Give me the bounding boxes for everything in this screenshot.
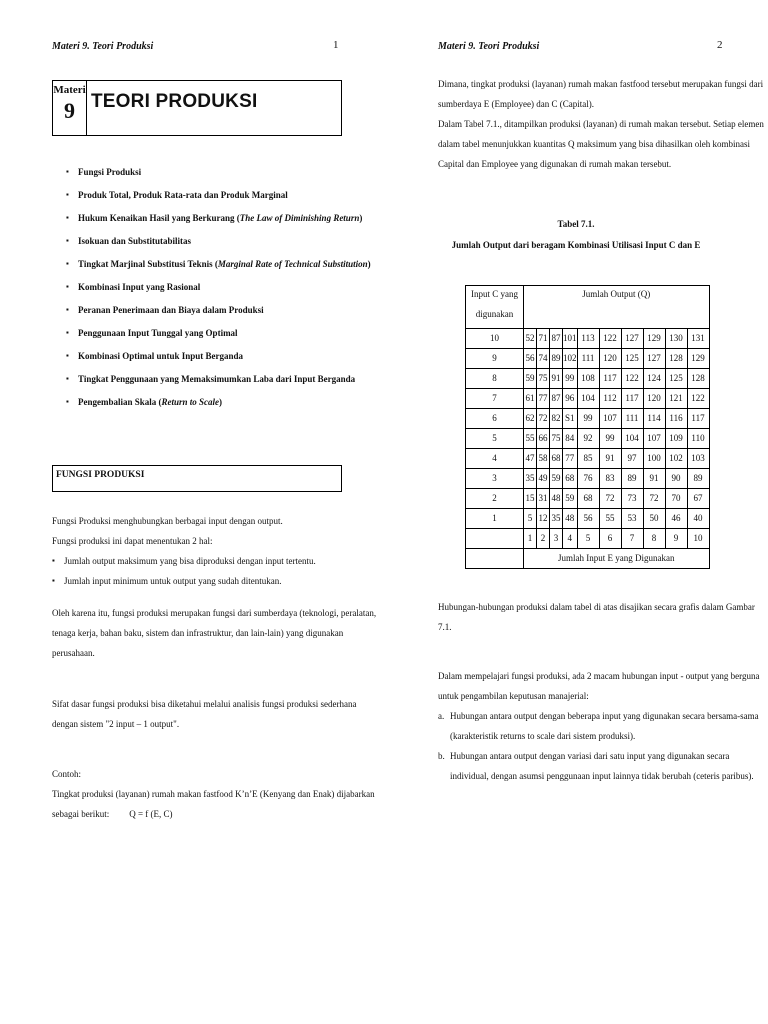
relations-paragraph — [438, 666, 760, 786]
q-cell: 91 — [643, 469, 665, 489]
q-cell: 40 — [687, 509, 709, 529]
q-cell: 48 — [563, 509, 578, 529]
q-cell: 104 — [621, 429, 643, 449]
chapter-number-cell — [53, 81, 87, 136]
header-title: Materi 9. Teori Produksi — [438, 41, 540, 52]
text-line: Hubungan antara output dengan variasi dari satu input yang digunakan secara — [450, 751, 730, 761]
example-paragraph — [52, 764, 375, 824]
paragraph — [52, 603, 377, 663]
topic-item: ▪ Tingkat Penggunaan yang Memaksimumkan Laba dari Input Berganda — [66, 374, 356, 384]
q-cell: 87 — [550, 389, 563, 409]
q-cell: 59 — [563, 489, 578, 509]
q-cell: 35 — [550, 509, 563, 529]
bullet-item: ▪ Jumlah input minimum untuk output yang sudah ditentukan. — [52, 571, 342, 591]
page-number: 2 — [717, 39, 723, 51]
topic-item: ▪ Fungsi Produksi — [66, 167, 142, 177]
q-cell: 47 — [524, 449, 537, 469]
bullet-icon: ▪ — [52, 576, 55, 585]
bullet-icon: ▪ — [66, 282, 69, 291]
q-cell: 56 — [524, 349, 537, 369]
intro-paragraph — [438, 74, 764, 174]
input-e-footer: Jumlah Input E yang Digunakan — [524, 549, 710, 569]
q-cell: 127 — [643, 349, 665, 369]
text-line: individual, dengan asumsi penggunaan input lainnya tidak berubah (ceteris paribus). — [450, 771, 754, 781]
bullet-icon: ▪ — [52, 556, 55, 565]
q-cell: 111 — [621, 409, 643, 429]
q-cell: 102 — [665, 449, 687, 469]
topic-list — [66, 166, 371, 419]
empty-cell — [466, 529, 524, 549]
q-cell: 68 — [577, 489, 599, 509]
table-row — [466, 349, 710, 369]
q-cell: 31 — [537, 489, 550, 509]
q-cell: 101 — [563, 329, 578, 349]
text-line: Dalam Tabel 7.1., ditampilkan produksi (layanan) di rumah makan tersebut. Setiap elemen — [438, 119, 764, 129]
text-line: Sifat dasar fungsi produksi bisa diketahui melalui analisis fungsi produksi sederhana — [52, 699, 357, 709]
q-cell: 75 — [537, 369, 550, 389]
q-cell: 117 — [687, 409, 709, 429]
text-line: Capital dan Employee yang digunakan di rumah makan tersebut. — [438, 159, 672, 169]
c-value: 7 — [466, 389, 524, 409]
table-row — [466, 329, 710, 349]
table-row — [466, 509, 710, 529]
q-cell: 77 — [537, 389, 550, 409]
q-cell: 96 — [563, 389, 578, 409]
q-cell: 110 — [687, 429, 709, 449]
bullet-icon: ▪ — [66, 305, 69, 314]
e-value: 10 — [687, 529, 709, 549]
topic-item: ▪ Produk Total, Produk Rata-rata dan Produk Marginal — [66, 190, 288, 200]
table-row — [466, 409, 710, 429]
q-cell: 49 — [537, 469, 550, 489]
e-values-row — [466, 529, 710, 549]
q-cell: 74 — [537, 349, 550, 369]
topic-item: ▪ Tingkat Marjinal Substitusi Teknis (Marginal Rate of Technical Substitution) — [66, 259, 371, 269]
q-cell: 90 — [665, 469, 687, 489]
q-cell: 72 — [643, 489, 665, 509]
q-cell: 91 — [599, 449, 621, 469]
table-footer-row — [466, 549, 710, 569]
q-cell: 117 — [599, 369, 621, 389]
q-cell: 91 — [550, 369, 563, 389]
q-cell: 129 — [687, 349, 709, 369]
q-cell: 125 — [665, 369, 687, 389]
q-cell: 103 — [687, 449, 709, 469]
topic-item: ▪ Isokuan dan Substitutabilitas — [66, 236, 192, 246]
c-value: 2 — [466, 489, 524, 509]
text-line: (karakteristik returns to scale dari sistem produksi). — [450, 731, 636, 741]
topic-item: ▪ Peranan Penerimaan dan Biaya dalam Produksi — [66, 305, 264, 315]
q-cell: 125 — [621, 349, 643, 369]
text-line: sebagai berikut: Q = f (E, C) — [52, 809, 173, 819]
q-cell: 97 — [621, 449, 643, 469]
q-cell: 129 — [643, 329, 665, 349]
q-cell: 104 — [577, 389, 599, 409]
q-cell: 59 — [550, 469, 563, 489]
q-cell: 61 — [524, 389, 537, 409]
chapter-word: Materi — [53, 84, 86, 96]
table-subcaption: Jumlah Output dari beragam Kombinasi Utilisasi Input C dan E — [451, 240, 701, 250]
q-cell: 109 — [665, 429, 687, 449]
q-cell: 68 — [563, 469, 578, 489]
q-cell: 128 — [665, 349, 687, 369]
table-row — [466, 389, 710, 409]
e-value: 2 — [537, 529, 550, 549]
text-line: Dimana, tingkat produksi (layanan) rumah makan fastfood tersebut merupakan fungsi dari — [438, 79, 764, 89]
c-value: 3 — [466, 469, 524, 489]
q-cell: 46 — [665, 509, 687, 529]
list-marker: a. — [438, 711, 445, 721]
q-cell: 102 — [563, 349, 578, 369]
table-caption: Tabel 7.1. — [557, 219, 595, 229]
text-line: perusahaan. — [52, 648, 95, 658]
text-line: Hubungan-hubungan produksi dalam tabel di atas disajikan secara grafis dalam Gambar — [438, 602, 755, 612]
e-value: 4 — [563, 529, 578, 549]
paragraph — [52, 694, 357, 734]
text-line: Dalam mempelajari fungsi produksi, ada 2 macam hubungan input - output yang berguna — [438, 671, 760, 681]
bullet-icon: ▪ — [66, 351, 69, 360]
q-cell: 131 — [687, 329, 709, 349]
q-cell: 85 — [577, 449, 599, 469]
chapter-number: 9 — [64, 98, 75, 123]
text-line: Fungsi produksi ini dapat menentukan 2 hal: — [52, 536, 213, 546]
output-header: Jumlah Output (Q) — [524, 286, 710, 329]
topic-item: ▪ Kombinasi Optimal untuk Input Berganda — [66, 351, 244, 361]
production-formula: Q = f (E, C) — [129, 809, 173, 819]
q-cell: S1 — [563, 409, 578, 429]
list-item-b — [438, 746, 754, 786]
q-cell: 116 — [665, 409, 687, 429]
bullet-icon: ▪ — [66, 167, 69, 176]
bullet-icon: ▪ — [66, 374, 69, 383]
q-cell: 122 — [621, 369, 643, 389]
section-heading: FUNGSI PRODUKSI — [52, 465, 342, 492]
bullet-icon: ▪ — [66, 213, 69, 222]
q-cell: 87 — [550, 329, 563, 349]
table-row — [466, 489, 710, 509]
q-cell: 108 — [577, 369, 599, 389]
e-value: 6 — [599, 529, 621, 549]
q-cell: 120 — [643, 389, 665, 409]
q-cell: 113 — [577, 329, 599, 349]
table-row — [466, 469, 710, 489]
q-cell: 130 — [665, 329, 687, 349]
header-title: Materi 9. Teori Produksi — [52, 41, 154, 52]
q-cell: 62 — [524, 409, 537, 429]
table-row — [466, 369, 710, 389]
e-value: 8 — [643, 529, 665, 549]
c-value: 4 — [466, 449, 524, 469]
example-label: Contoh: — [52, 769, 82, 779]
topic-item: ▪ Kombinasi Input yang Rasional — [66, 282, 201, 292]
c-value: 8 — [466, 369, 524, 389]
list-item-a — [438, 706, 759, 746]
empty-cell — [466, 549, 524, 569]
q-cell: 83 — [599, 469, 621, 489]
q-cell: 89 — [550, 349, 563, 369]
e-value: 9 — [665, 529, 687, 549]
bullet-icon: ▪ — [66, 190, 69, 199]
q-cell: 89 — [687, 469, 709, 489]
q-cell: 55 — [599, 509, 621, 529]
chapter-title-box — [52, 80, 342, 136]
q-cell: 72 — [599, 489, 621, 509]
intro-paragraph — [52, 511, 342, 591]
output-table — [465, 285, 710, 569]
q-cell: 124 — [643, 369, 665, 389]
q-cell: 12 — [537, 509, 550, 529]
table-row — [466, 429, 710, 449]
q-cell: 48 — [550, 489, 563, 509]
topic-item: ▪ Hukum Kenaikan Hasil yang Berkurang (The Law of Diminishing Return) — [66, 213, 363, 223]
q-cell: 75 — [550, 429, 563, 449]
q-cell: 5 — [524, 509, 537, 529]
q-cell: 127 — [621, 329, 643, 349]
bullet-icon: ▪ — [66, 328, 69, 337]
text-line: 7.1. — [438, 622, 452, 632]
input-c-header: Input C yang digunakan — [466, 286, 524, 329]
bullet-icon: ▪ — [66, 259, 69, 268]
text-line: Hubungan antara output dengan beberapa input yang digunakan secara bersama-sama — [450, 711, 759, 721]
c-value: 6 — [466, 409, 524, 429]
q-cell: 72 — [537, 409, 550, 429]
q-cell: 76 — [577, 469, 599, 489]
q-cell: 15 — [524, 489, 537, 509]
q-cell: 84 — [563, 429, 578, 449]
c-value: 1 — [466, 509, 524, 529]
q-cell: 50 — [643, 509, 665, 529]
q-cell: 68 — [550, 449, 563, 469]
bullet-icon: ▪ — [66, 397, 69, 406]
text-line: tenaga kerja, bahan baku, sistem dan infrastruktur, dan lain-lain) yang digunakan — [52, 628, 344, 638]
text-line: Tingkat produksi (layanan) rumah makan fastfood K’n’E (Kenyang dan Enak) dijabarkan — [52, 789, 375, 799]
q-cell: 117 — [621, 389, 643, 409]
q-cell: 56 — [577, 509, 599, 529]
q-cell: 59 — [524, 369, 537, 389]
q-cell: 120 — [599, 349, 621, 369]
text-line: Oleh karena itu, fungsi produksi merupakan fungsi dari sumberdaya (teknologi, peralatan, — [52, 608, 377, 618]
e-value: 1 — [524, 529, 537, 549]
q-cell: 53 — [621, 509, 643, 529]
q-cell: 70 — [665, 489, 687, 509]
table-row — [466, 449, 710, 469]
q-cell: 89 — [621, 469, 643, 489]
q-cell: 58 — [537, 449, 550, 469]
paragraph — [438, 597, 755, 637]
q-cell: 121 — [665, 389, 687, 409]
text-line: sumberdaya E (Employee) dan C (Capital). — [438, 99, 594, 109]
q-cell: 114 — [643, 409, 665, 429]
table-header-row — [466, 286, 710, 329]
chapter-title: TEORI PRODUKSI — [91, 91, 258, 112]
e-value: 5 — [577, 529, 599, 549]
q-cell: 67 — [687, 489, 709, 509]
c-value: 9 — [466, 349, 524, 369]
q-cell: 128 — [687, 369, 709, 389]
e-value: 7 — [621, 529, 643, 549]
q-cell: 99 — [577, 409, 599, 429]
q-cell: 73 — [621, 489, 643, 509]
q-cell: 92 — [577, 429, 599, 449]
topic-item: ▪ Pengembalian Skala (Return to Scale) — [66, 397, 223, 407]
q-cell: 55 — [524, 429, 537, 449]
q-cell: 66 — [537, 429, 550, 449]
q-cell: 107 — [599, 409, 621, 429]
q-cell: 35 — [524, 469, 537, 489]
q-cell: 107 — [643, 429, 665, 449]
q-cell: 122 — [599, 329, 621, 349]
page-number: 1 — [333, 39, 339, 51]
q-cell: 99 — [599, 429, 621, 449]
text-line: Fungsi Produksi menghubungkan berbagai input dengan output. — [52, 516, 283, 526]
q-cell: 99 — [563, 369, 578, 389]
q-cell: 71 — [537, 329, 550, 349]
c-value: 10 — [466, 329, 524, 349]
bullet-icon: ▪ — [66, 236, 69, 245]
text-line: dalam tabel menunjukkan kuantitas Q maksimum yang bisa dihasilkan oleh kombinasi — [438, 139, 750, 149]
bullet-item: ▪ Jumlah output maksimum yang bisa diproduksi dengan input tertentu. — [52, 551, 342, 571]
e-value: 3 — [550, 529, 563, 549]
q-cell: 77 — [563, 449, 578, 469]
c-value: 5 — [466, 429, 524, 449]
list-marker: b. — [438, 751, 445, 761]
q-cell: 112 — [599, 389, 621, 409]
q-cell: 52 — [524, 329, 537, 349]
text-line: dengan sistem "2 input – 1 output". — [52, 719, 180, 729]
q-cell: 100 — [643, 449, 665, 469]
topic-item: ▪ Penggunaan Input Tunggal yang Optimal — [66, 328, 238, 338]
q-cell: 82 — [550, 409, 563, 429]
q-cell: 111 — [577, 349, 599, 369]
text-line: untuk pengambilan keputusan manajerial: — [438, 691, 589, 701]
q-cell: 122 — [687, 389, 709, 409]
